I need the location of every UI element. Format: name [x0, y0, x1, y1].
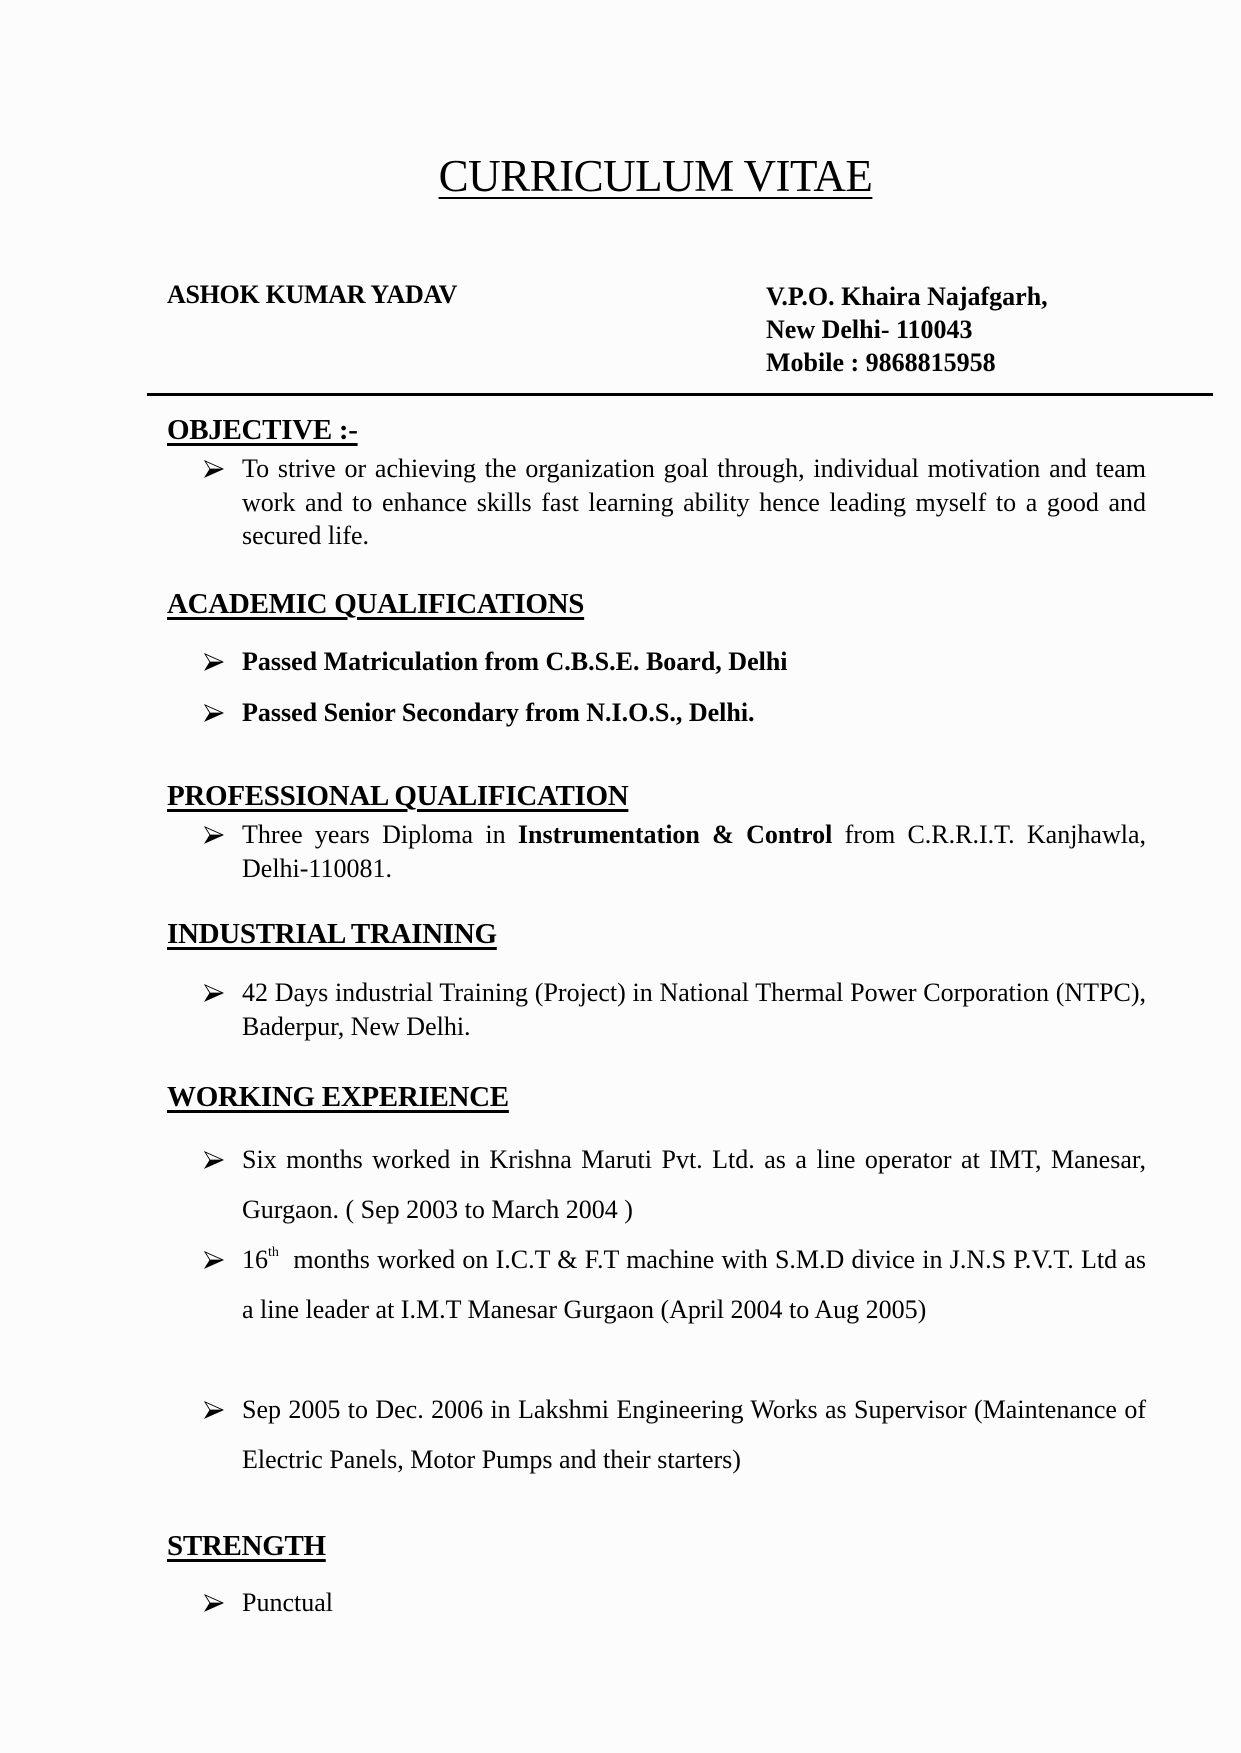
address-line-2: New Delhi- 110043 — [766, 315, 973, 344]
candidate-name: ASHOK KUMAR YADAV — [167, 280, 458, 309]
arrowhead-bullet-icon — [204, 1251, 228, 1269]
professional-item — [204, 818, 1146, 885]
academic-heading: ACADEMIC QUALIFICATIONS — [167, 588, 585, 620]
experience-text-2 — [242, 1235, 1153, 1335]
candidate-contact — [766, 280, 1048, 379]
document-title — [0, 150, 1241, 202]
objective-heading: OBJECTIVE :- — [167, 414, 358, 446]
professional-text — [242, 818, 1146, 885]
mobile-number: Mobile : 9868815958 — [766, 348, 996, 377]
strength-heading: STRENGTH — [167, 1530, 326, 1562]
experience-text-2-body: months worked on I.C.T & F.T machine with S.M.D divice in J.N.S P.V.T. Ltd as a line leader at I.M.T Manesar Gurgaon (April 2004 to Aug 2005) — [242, 1245, 1153, 1324]
professional-prefix: Three years Diploma in — [242, 820, 518, 849]
objective-item — [204, 452, 1146, 553]
professional-suffix: from C.R.R.I.T. Kanjhawla, Delhi-110081. — [242, 820, 1147, 883]
arrowhead-bullet-icon — [204, 460, 228, 478]
arrowhead-bullet-icon — [204, 1401, 228, 1419]
experience-duration-number: 16 — [242, 1245, 268, 1274]
arrowhead-bullet-icon — [204, 704, 228, 722]
experience-item — [204, 1135, 1146, 1235]
experience-item — [204, 1385, 1146, 1485]
professional-emphasis: Instrumentation & Control — [517, 820, 833, 849]
experience-heading: WORKING EXPERIENCE — [167, 1081, 509, 1113]
academic-item — [204, 696, 1146, 730]
arrowhead-bullet-icon — [204, 1151, 228, 1169]
experience-item — [204, 1235, 1153, 1335]
arrowhead-bullet-icon — [204, 984, 228, 1002]
address-line-1: V.P.O. Khaira Najafgarh, — [766, 282, 1048, 311]
document-title-text: CURRICULUM VITAE — [438, 151, 873, 201]
training-item — [204, 976, 1146, 1043]
strength-item — [204, 1586, 1146, 1620]
arrowhead-bullet-icon — [204, 826, 228, 844]
arrowhead-bullet-icon — [204, 653, 228, 671]
training-text: 42 Days industrial Training (Project) in National Thermal Power Corporation (NTPC), Baderpur, New Delhi. — [242, 978, 1146, 1041]
strength-text: Punctual — [242, 1588, 333, 1617]
arrowhead-bullet-icon — [204, 1594, 228, 1612]
experience-text-3: Sep 2005 to Dec. 2006 in Lakshmi Engineering Works as Supervisor (Maintenance of Electric Panels, Motor Pumps and their starters) — [242, 1395, 1146, 1474]
academic-text-1: Passed Matriculation from C.B.S.E. Board, Delhi — [242, 647, 788, 676]
experience-duration-suffix: th — [268, 1245, 279, 1260]
academic-item — [204, 645, 1146, 679]
header-divider — [147, 393, 1213, 396]
training-heading: INDUSTRIAL TRAINING — [167, 918, 497, 950]
professional-heading: PROFESSIONAL QUALIFICATION — [167, 780, 629, 812]
academic-text-2: Passed Senior Secondary from N.I.O.S., Delhi. — [242, 698, 755, 727]
experience-text-1: Six months worked in Krishna Maruti Pvt. Ltd. as a line operator at IMT, Manesar, Gurgaon. ( Sep 2003 to March 2004 ) — [242, 1145, 1146, 1224]
objective-text: To strive or achieving the organization goal through, individual motivation and team work and to enhance skills fast learning ability hence leading myself to a good and secured life. — [242, 454, 1146, 550]
